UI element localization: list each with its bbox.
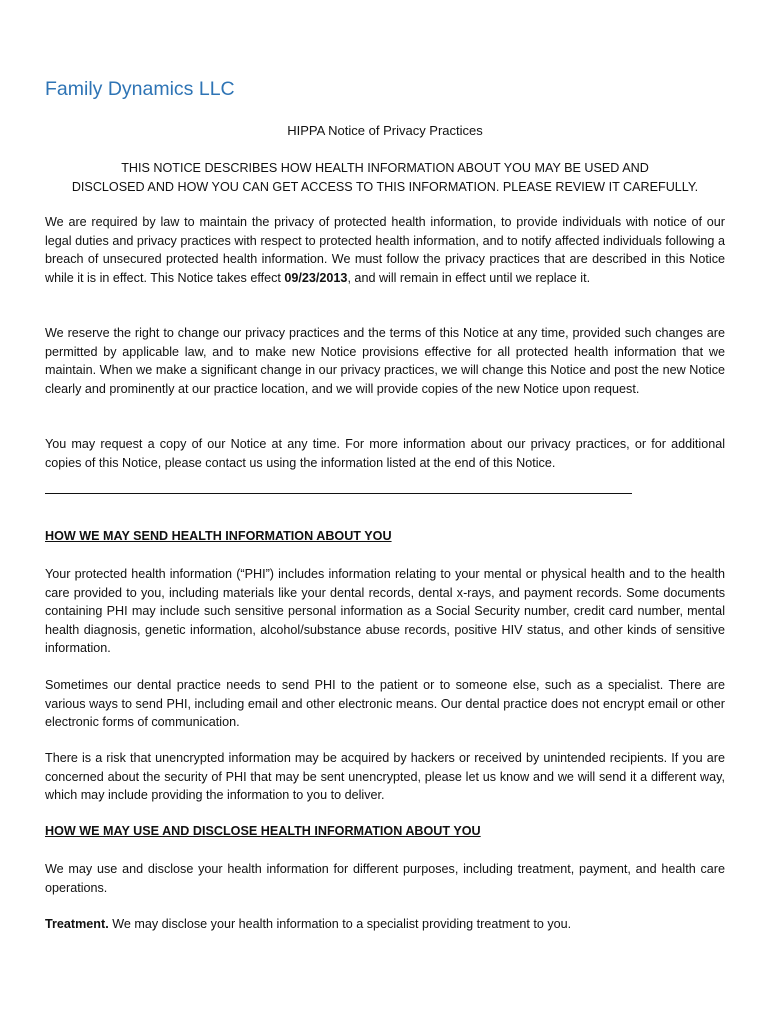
intro-paragraph-3: You may request a copy of our Notice at any time. For more information about our privacy practices, or for additional copies of this Notice, please contact us using the information listed at the end of this Notice. <box>45 437 725 470</box>
send-paragraph-1: Your protected health information (“PHI”) includes information relating to your mental or physical health and to the health care provided to you, including materials like your dental records, dental x-rays, and payment records. Some documents containing PHI may include such sensitive personal information as a Social Security number, credit card number, mental health diagnosis, genetic information, alcohol/substance abuse records, positive HIV status, and other kinds of sensitive information. <box>45 567 725 656</box>
section-divider <box>45 493 632 494</box>
document-title: HIPPA Notice of Privacy Practices <box>287 123 483 138</box>
intro-paragraph-2: We reserve the right to change our privacy practices and the terms of this Notice at any time, provided such changes are permitted by applicable law, and to make new Notice provisions effective for all protected health information that we maintain. When we make a significant change in our privacy practices, we will change this Notice and post the new Notice clearly and prominently at our practice location, and we will provide copies of the new Notice upon request. <box>45 326 725 396</box>
notice-banner <box>0 159 770 196</box>
effective-date: 09/23/2013 <box>284 270 348 285</box>
treatment-paragraph <box>45 915 725 934</box>
send-section-heading: HOW WE MAY SEND HEALTH INFORMATION ABOUT YOU <box>45 529 392 543</box>
intro-paragraph-1 <box>45 213 725 287</box>
organization-name: Family Dynamics LLC <box>45 78 235 100</box>
use-section-heading: HOW WE MAY USE AND DISCLOSE HEALTH INFORMATION ABOUT YOU <box>45 824 481 838</box>
intro-p1-text: We are required by law to maintain the privacy of protected health information, to provide individuals with notice of our legal duties and privacy practices with respect to protected health information, and to notify affected individuals following a breach of unsecured protected health information. We must follow the privacy practices that are described in this Notice while it is in effect. This Notice takes effect <box>45 215 725 285</box>
use-paragraph-1: We may use and disclose your health information for different purposes, including treatment, payment, and health care operations. <box>45 862 725 895</box>
send-paragraph-2: Sometimes our dental practice needs to send PHI to the patient or to someone else, such as a specialist. There are various ways to send PHI, including email and other electronic means. Our dental practice does not encrypt email or other electronic forms of communication. <box>45 678 725 730</box>
banner-line-1: THIS NOTICE DESCRIBES HOW HEALTH INFORMATION ABOUT YOU MAY BE USED AND <box>121 161 649 175</box>
banner-line-2: DISCLOSED AND HOW YOU CAN GET ACCESS TO THIS INFORMATION. PLEASE REVIEW IT CAREFULLY. <box>71 179 699 194</box>
intro-p1-tail: , and will remain in effect until we replace it. <box>347 270 591 285</box>
send-paragraph-3: There is a risk that unencrypted information may be acquired by hackers or received by unintended recipients. If you are concerned about the security of PHI that may be sent unencrypted, please let us know and we will send it a different way, which may include providing the information to you to deliver. <box>45 751 725 803</box>
treatment-label: Treatment. <box>45 917 109 931</box>
treatment-text: We may disclose your health information to a specialist providing treatment to you. <box>108 917 572 931</box>
